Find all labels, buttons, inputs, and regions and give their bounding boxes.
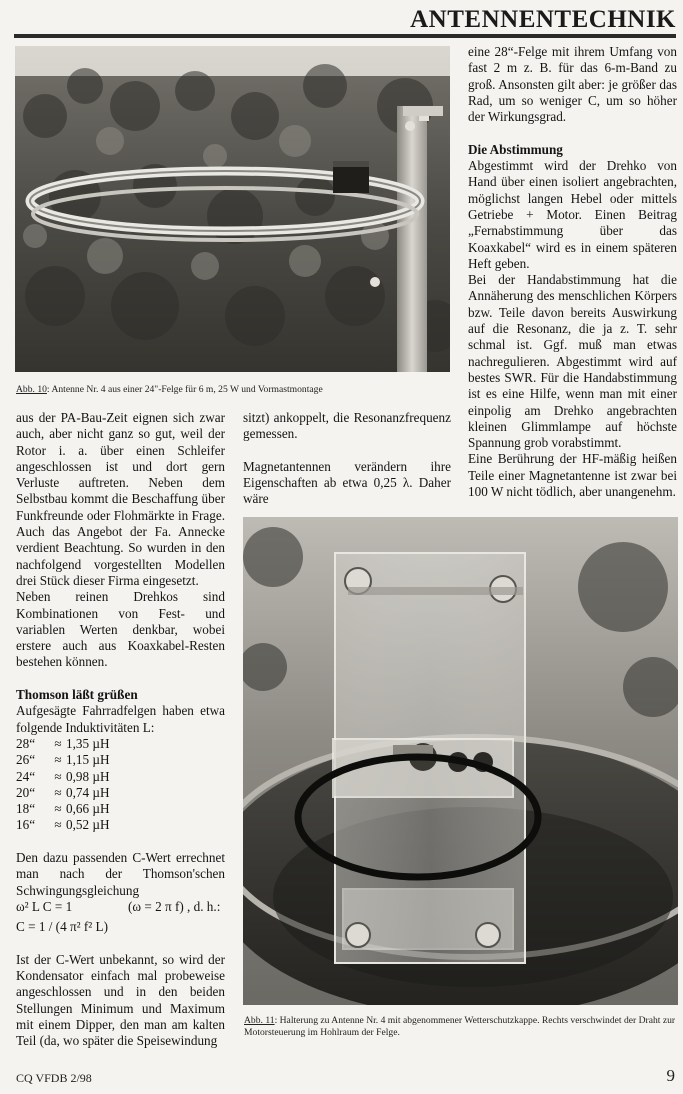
inductance-value: 1,35 µH [66,735,110,751]
col2-paragraph-1: sitzt) ankoppelt, die Resonanzfrequenz gemessen. [243,410,451,442]
equation-right: (ω = 2 π f) , d. h.: [128,898,221,914]
col1-paragraph-4: Den dazu passenden C-Wert errechnet man nach der Thomson'schen Schwingungsgleichung [16,850,225,898]
approx-sign: ≈ [54,735,62,751]
inductance-row [16,785,225,801]
column-2 [243,410,451,508]
section-title: ANTENNENTECHNIK [410,6,676,33]
rim-size: 28“ [16,735,36,751]
figure-10-text: : Antenne Nr. 4 aus einer 24"-Felge für 6 m, 25 W und Vormastmontage [46,384,323,395]
rim-size: 24“ [16,768,36,784]
figure-10-label: Abb. 10 [16,384,47,395]
inductance-list [16,736,225,834]
col1-heading: Thomson läßt grüßen [16,687,138,703]
approx-sign: ≈ [54,817,62,833]
photo-antenna-mount [243,517,678,1005]
inductance-value: 1,15 µH [66,752,110,768]
col1-paragraph-5: Ist der C-Wert unbekannt, so wird der Kondensator einfach mal probeweise angeschlossen und in den beiden Stellungen Minimum und Maximum mit einem Dipper, den man am kalten Teil (da, wo später die Speisewindung [16,951,225,1049]
page-number: 9 [666,1066,675,1085]
inductance-value: 0,74 µH [66,784,110,800]
approx-sign: ≈ [54,801,62,817]
figure-10-caption [16,384,452,396]
column-3 [468,44,677,500]
inductance-row [16,801,225,817]
inductance-row [16,817,225,833]
page-header [14,4,676,38]
rim-size: 16“ [16,817,36,833]
rim-size: 26“ [16,752,36,768]
inductance-row [16,769,225,785]
inductance-value: 0,98 µH [66,768,110,784]
journal-issue: CQ VFDB 2/98 [16,1071,92,1085]
thomson-equation [16,899,225,915]
equation-left: ω² L C = 1 [16,898,73,914]
inductance-value: 0,66 µH [66,801,110,817]
rim-size: 20“ [16,784,36,800]
col3-paragraph-4: Eine Berührung der HF-mäßig heißen Teile einer Magnetantenne ist zwar bei 100 W nicht tödlich, aber unangenehm. [468,451,677,500]
photo-antenna-garden [15,46,450,372]
inductance-value: 0,52 µH [66,817,110,833]
approx-sign: ≈ [54,768,62,784]
figure-11-label: Abb. 11 [244,1015,275,1026]
col3-paragraph-2: Abgestimmt wird der Drehko von Hand über einen isoliert angebrachten, möglichst langen Hebel oder mittels Getriebe + Motor. Einen Beitrag „Fernabstimmung über das Koaxkabel“ wird es in einem späteren Heft geben. [468,158,677,271]
approx-sign: ≈ [54,784,62,800]
approx-sign: ≈ [54,752,62,768]
col3-paragraph-3: Bei der Handabstimmung hat die Annäherung des menschlichen Körpers bzw. Teile davon bereits Auswirkung auf die Resonanz, die ja z. T. sehr schmal ist. Ggf. muß man etwas nachregulieren. Abgestimmt wird auf bestes SWR. Für die Handabstimmung ist es eine Hilfe, wenn man mit einer einpolig am Drehko angebrachten kleinen Glimmlampe auf höchste Spannung grob vorabstimmt. [468,272,677,451]
inductance-row [16,752,225,768]
col3-paragraph-1: eine 28“-Felge mit ihrem Umfang von fast 2 m z. B. für das 6-m-Band zu groß. Ansonsten gilt aber: je größer das Rad, um so weniger C, um so höher der Wirkungsgrad. [468,44,677,125]
figure-11-text: : Halterung zu Antenne Nr. 4 mit abgenommener Wetterschutzkappe. Rechts verschwindet der Draht zur Motorsteuerung im Hohlraum der Felge. [244,1015,676,1038]
inductance-row [16,736,225,752]
capacitance-formula: C = 1 / (4 π² f² L) [16,919,108,935]
col1-paragraph-3: Aufgesägte Fahrradfelgen haben etwa folgende Induktivitäten L: [16,703,225,735]
rim-size: 18“ [16,801,36,817]
header-rule [14,34,676,38]
col3-heading: Die Abstimmung [468,141,563,157]
col1-paragraph-1: aus der PA-Bau-Zeit eignen sich zwar auch, aber nicht ganz so gut, weil der Rotor i. a. über einen Schleifer angeschlossen ist und dort gern Verluste auftreten. Neben dem Selbstbau kommt die Beschaffung über Funkfreunde oder Flohmärkte in Frage. Auch das Angebot der Fa. Annecke verdient Beachtung. So wurden in den nachfolgend vorgestellten Modellen drei Stück dieser Firma eingesetzt. [16,410,225,588]
col2-paragraph-2: Magnetantennen verändern ihre Eigenschaften ab etwa 0,25 λ. Daher wäre [243,458,451,507]
column-1 [16,410,225,1050]
figure-11-caption [244,1015,680,1039]
col1-paragraph-2: Neben reinen Drehkos sind Kombinationen von Fest- und variablen Werten denkbar, wobei erstere auch aus Koaxkabel-Resten bestehen können. [16,589,225,670]
